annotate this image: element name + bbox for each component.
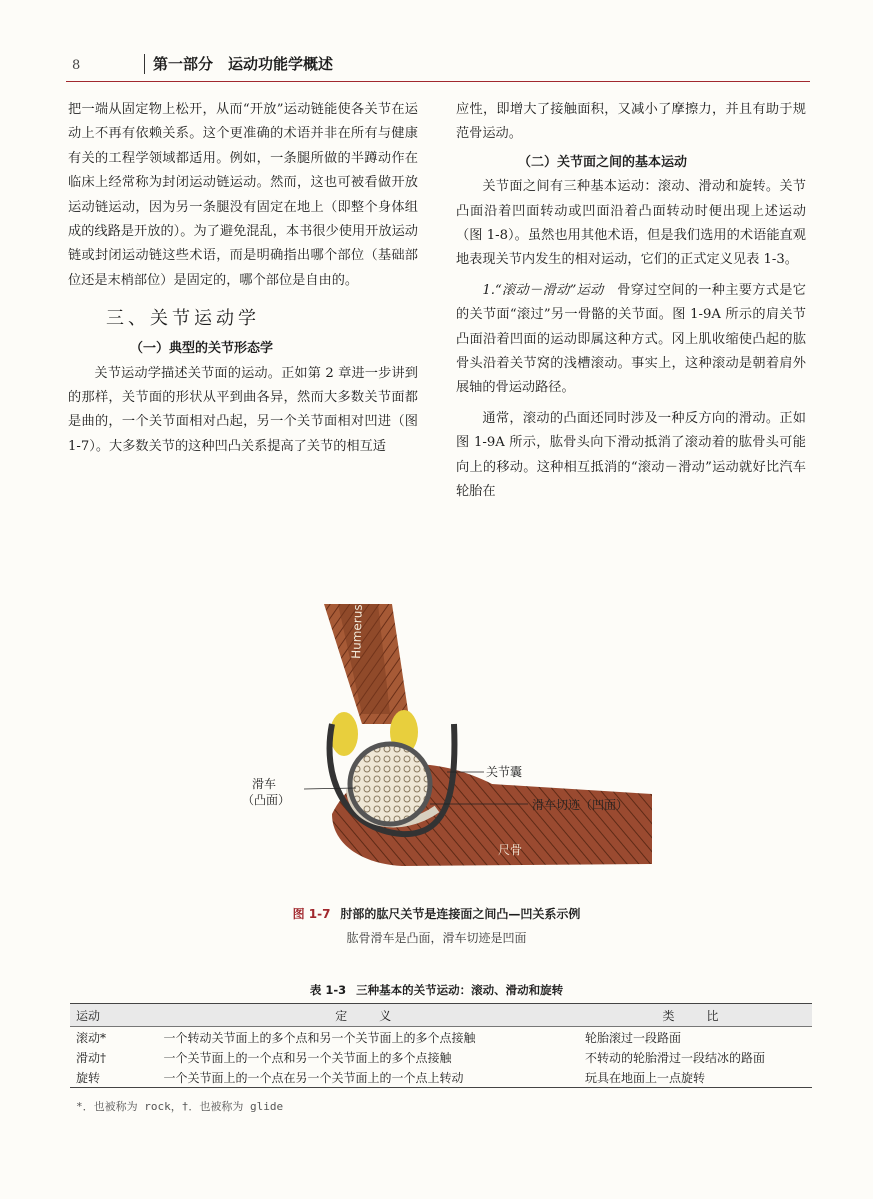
paragraph-text: 骨穿过空间的一种主要方式是它的关节面“滚过”另一骨骼的关节面。图 1-9A 所示的肩关节凸面沿着凹面的运动即属这种方式。冈上肌收缩使凸起的肱骨头沿着关节窝的浅槽滚动。事实上，这种滚动是朝着肩外展轴的骨运动路径。 (456, 282, 806, 396)
table-row (70, 1067, 812, 1088)
paragraph: 把一端从固定物上松开，从而“开放”运动链能使各关节在运动上不再有依赖关系。这个更准确的术语并非在所有与健康有关的工程学领域都适用。例如，一条腿所做的半蹲动作在临床上经常称为封闭运动链运动。然而，这也可被看做开放运动链运动，因为另一条腿没有固定在地上（即整个身体组成的线路是开放的）。为了避免混乱，本书很少使用开放运动链或封闭运动链这些术语，而是明确指出哪个部位（基础部位还是末梢部位）是固定的，哪个部位是自由的。 (68, 102, 418, 288)
elbow-illustration (232, 604, 652, 890)
paragraph-lead: 1.“滚动－滑动”运动 (482, 282, 604, 298)
paragraph (456, 279, 806, 401)
table-cell: 滚动* (76, 1030, 107, 1045)
table-header: 类 比 (579, 1004, 812, 1027)
subsection-title: （二）关节面之间的基本运动 (518, 154, 688, 170)
table-cell: 一个转动关节面上的多个点和另一个关节面上的多个点接触 (163, 1030, 476, 1045)
table-cell: 不转动的轮胎滑过一段结冰的路面 (585, 1050, 766, 1065)
table-row (70, 1027, 812, 1048)
page-number: 8 (72, 58, 81, 73)
table-header-row (70, 1004, 812, 1027)
table-title-text: 三种基本的关节运动：滚动、滑动和旋转 (356, 983, 564, 997)
label-trochlea: 滑车 (252, 777, 277, 791)
subsection-title: （一）典型的关节形态学 (130, 341, 274, 357)
table-title (0, 982, 873, 998)
section-title: 三、关节运动学 (106, 308, 260, 330)
paragraph: 关节运动学描述关节面的运动。正如第 2 章进一步讲到的那样，关节面的形状从平到曲各异，然而大多数关节面都是曲的，一个关节面相对凸起，另一个关节面相对凹进（图 1-7）。大多数关节的这种凹凸关系提高了关节的相互适 (68, 365, 418, 454)
table-cell: 滑动† (76, 1050, 107, 1065)
paragraph: 关节面之间有三种基本运动：滚动、滑动和旋转。关节凸面沿着凹面转动或凹面沿着凸面转动时便出现上述运动（图 1-8）。虽然也用其他术语，但是我们选用的术语能直观地表现关节内发生的相对运动，它们的正式定义见表 1-3。 (456, 179, 806, 268)
table-footnote: *．也被称为 rock，†．也被称为 glide (76, 1100, 284, 1113)
figure-caption (0, 905, 873, 922)
elbow-figure (232, 604, 652, 890)
figure-number: 图 1-7 (292, 907, 331, 921)
table-header: 定 义 (157, 1004, 579, 1027)
table-cell: 玩具在地面上一点旋转 (579, 1067, 812, 1088)
humerus-label: Humerus (349, 604, 365, 660)
table-header: 运动 (70, 1004, 157, 1027)
left-column (68, 98, 418, 459)
table-cell: 轮胎滚过一段路面 (585, 1030, 682, 1045)
figure-caption-text: 肘部的肱尺关节是连接面之间凸—凹关系示例 (340, 907, 581, 921)
header-rule (66, 81, 810, 82)
table-number: 表 1-3 (309, 983, 347, 997)
paragraph: 通常，滚动的凸面还同时涉及一种反方向的滑动。正如图 1-9A 所示，肱骨头向下滑动抵消了滚动着的肱骨头可能向上的移动。这种相互抵消的“滚动－滑动”运动就好比汽车轮胎在 (456, 410, 806, 500)
label-capsule: 关节囊 (486, 765, 523, 779)
table-cell: 旋转 (70, 1067, 157, 1088)
table-cell: 一个关节面上的一个点和另一个关节面上的多个点接触 (163, 1050, 452, 1065)
motion-table (70, 1003, 812, 1088)
trochlea-head (350, 744, 430, 824)
label-trochlear-notch: 滑车切迹（凹面） (532, 798, 629, 812)
figure-subcaption: 肱骨滑车是凸面，滑车切迹是凹面 (346, 931, 527, 945)
fat-pad (330, 712, 358, 756)
table-row (70, 1047, 812, 1067)
table-cell: 一个关节面上的一个点在另一个关节面上的一个点上转动 (157, 1067, 579, 1088)
paragraph: 应性，即增大了接触面积，又减小了摩擦力，并且有助于规范骨运动。 (456, 102, 806, 142)
right-column (456, 98, 806, 505)
running-header-title: 第一部分 运动功能学概述 (144, 54, 333, 74)
label-trochlea-sub: （凸面） (242, 793, 291, 807)
label-ulna: 尺骨 (498, 843, 523, 857)
